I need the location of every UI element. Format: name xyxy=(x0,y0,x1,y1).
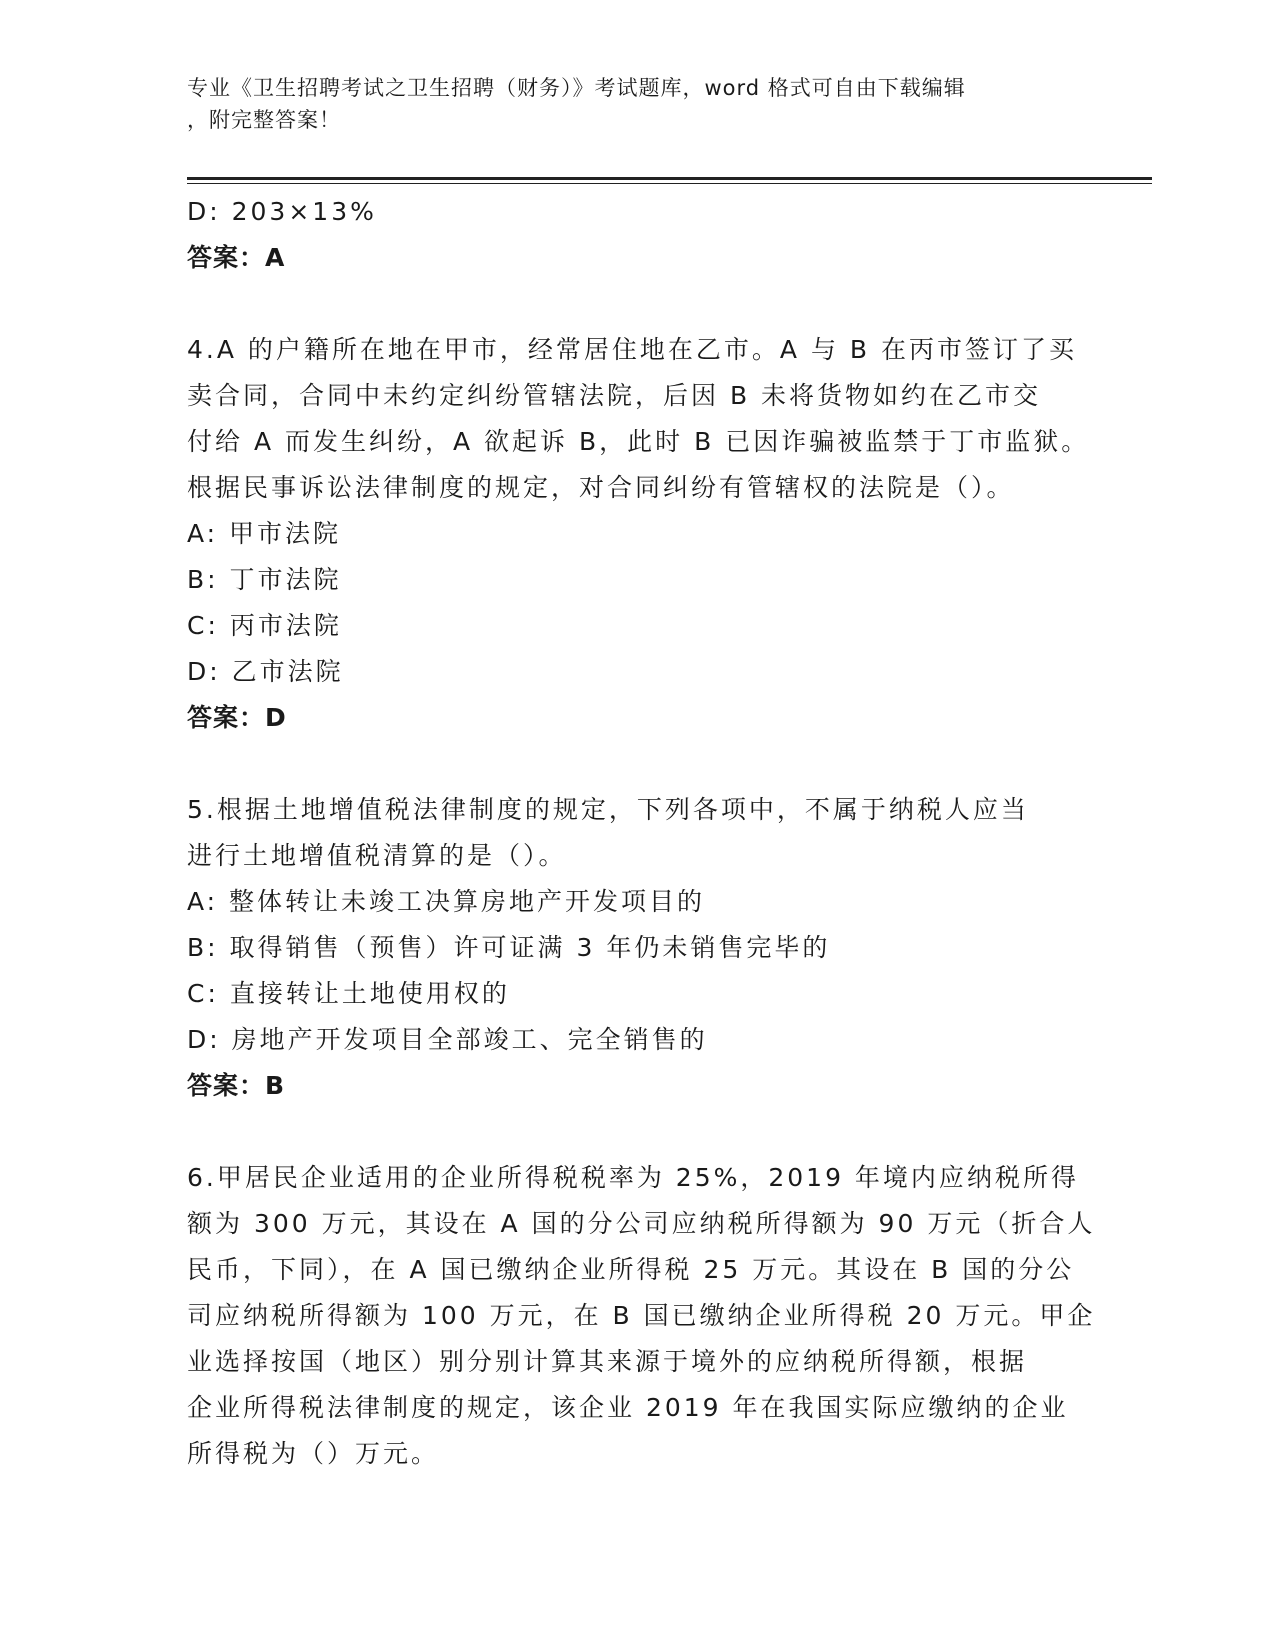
q6-stem-line: 司应纳税所得额为 100 万元，在 B 国已缴纳企业所得税 20 万元。甲企 xyxy=(187,1301,1096,1330)
q5-answer: 答案：B xyxy=(187,1071,286,1100)
q6-stem-line: 民币，下同），在 A 国已缴纳企业所得税 25 万元。其设在 B 国的分公 xyxy=(187,1255,1075,1284)
q6-stem-line: 企业所得税法律制度的规定，该企业 2019 年在我国实际应缴纳的企业 xyxy=(187,1393,1069,1422)
question-content xyxy=(187,189,1096,1477)
header-divider-thin xyxy=(187,183,1152,184)
question-4 xyxy=(187,327,1090,741)
q4-option-c: C: 丙市法院 xyxy=(187,611,342,640)
spacer xyxy=(187,1109,1087,1155)
q5-option-a: A: 整体转让未竣工决算房地产开发项目的 xyxy=(187,887,706,916)
header-line-1: 专业《卫生招聘考试之卫生招聘（财务）》考试题库，word 格式可自由下载编辑 xyxy=(187,76,966,100)
header-line-2: ，附完整答案！ xyxy=(187,108,341,132)
q4-option-b: B: 丁市法院 xyxy=(187,565,342,594)
q3-option-d: D: 203×13% xyxy=(187,197,377,226)
spacer xyxy=(187,741,1087,787)
q5-option-c: C: 直接转让土地使用权的 xyxy=(187,979,510,1008)
q4-stem-line: 付给 A 而发生纠纷，A 欲起诉 B，此时 B 已因诈骗被监禁于丁市监狱。 xyxy=(187,427,1090,456)
q4-option-a: A: 甲市法院 xyxy=(187,519,342,548)
header-divider-thick xyxy=(187,177,1152,180)
q4-stem-line: 4.A 的户籍所在地在甲市，经常居住地在乙市。A 与 B 在丙市签订了买 xyxy=(187,335,1077,364)
q5-option-b: B: 取得销售（预售）许可证满 3 年仍未销售完毕的 xyxy=(187,933,831,962)
q4-option-d: D: 乙市法院 xyxy=(187,657,344,686)
q4-answer: 答案：D xyxy=(187,703,287,732)
question-5 xyxy=(187,787,1087,1109)
spacer xyxy=(187,281,1087,327)
q6-stem-line: 业选择按国（地区）别分别计算其来源于境外的应纳税所得额，根据 xyxy=(187,1347,1028,1376)
q4-stem-line: 卖合同，合同中未约定纠纷管辖法院，后因 B 未将货物如约在乙市交 xyxy=(187,381,1042,410)
q5-option-d: D: 房地产开发项目全部竣工、完全销售的 xyxy=(187,1025,708,1054)
page-header xyxy=(187,72,1067,136)
q4-stem-line: 根据民事诉讼法律制度的规定，对合同纠纷有管辖权的法院是（）。 xyxy=(187,473,1015,502)
q5-stem-line: 5.根据土地增值税法律制度的规定，下列各项中，不属于纳税人应当 xyxy=(187,795,1029,824)
q3-answer: 答案：A xyxy=(187,243,286,272)
question-6 xyxy=(187,1155,1096,1477)
q6-stem-line: 所得税为（）万元。 xyxy=(187,1439,440,1468)
q6-stem-line: 6.甲居民企业适用的企业所得税税率为 25%，2019 年境内应纳税所得 xyxy=(187,1163,1079,1192)
q5-stem-line: 进行土地增值税清算的是（）。 xyxy=(187,841,567,870)
q6-stem-line: 额为 300 万元，其设在 A 国的分公司应纳税所得额为 90 万元（折合人 xyxy=(187,1209,1096,1238)
